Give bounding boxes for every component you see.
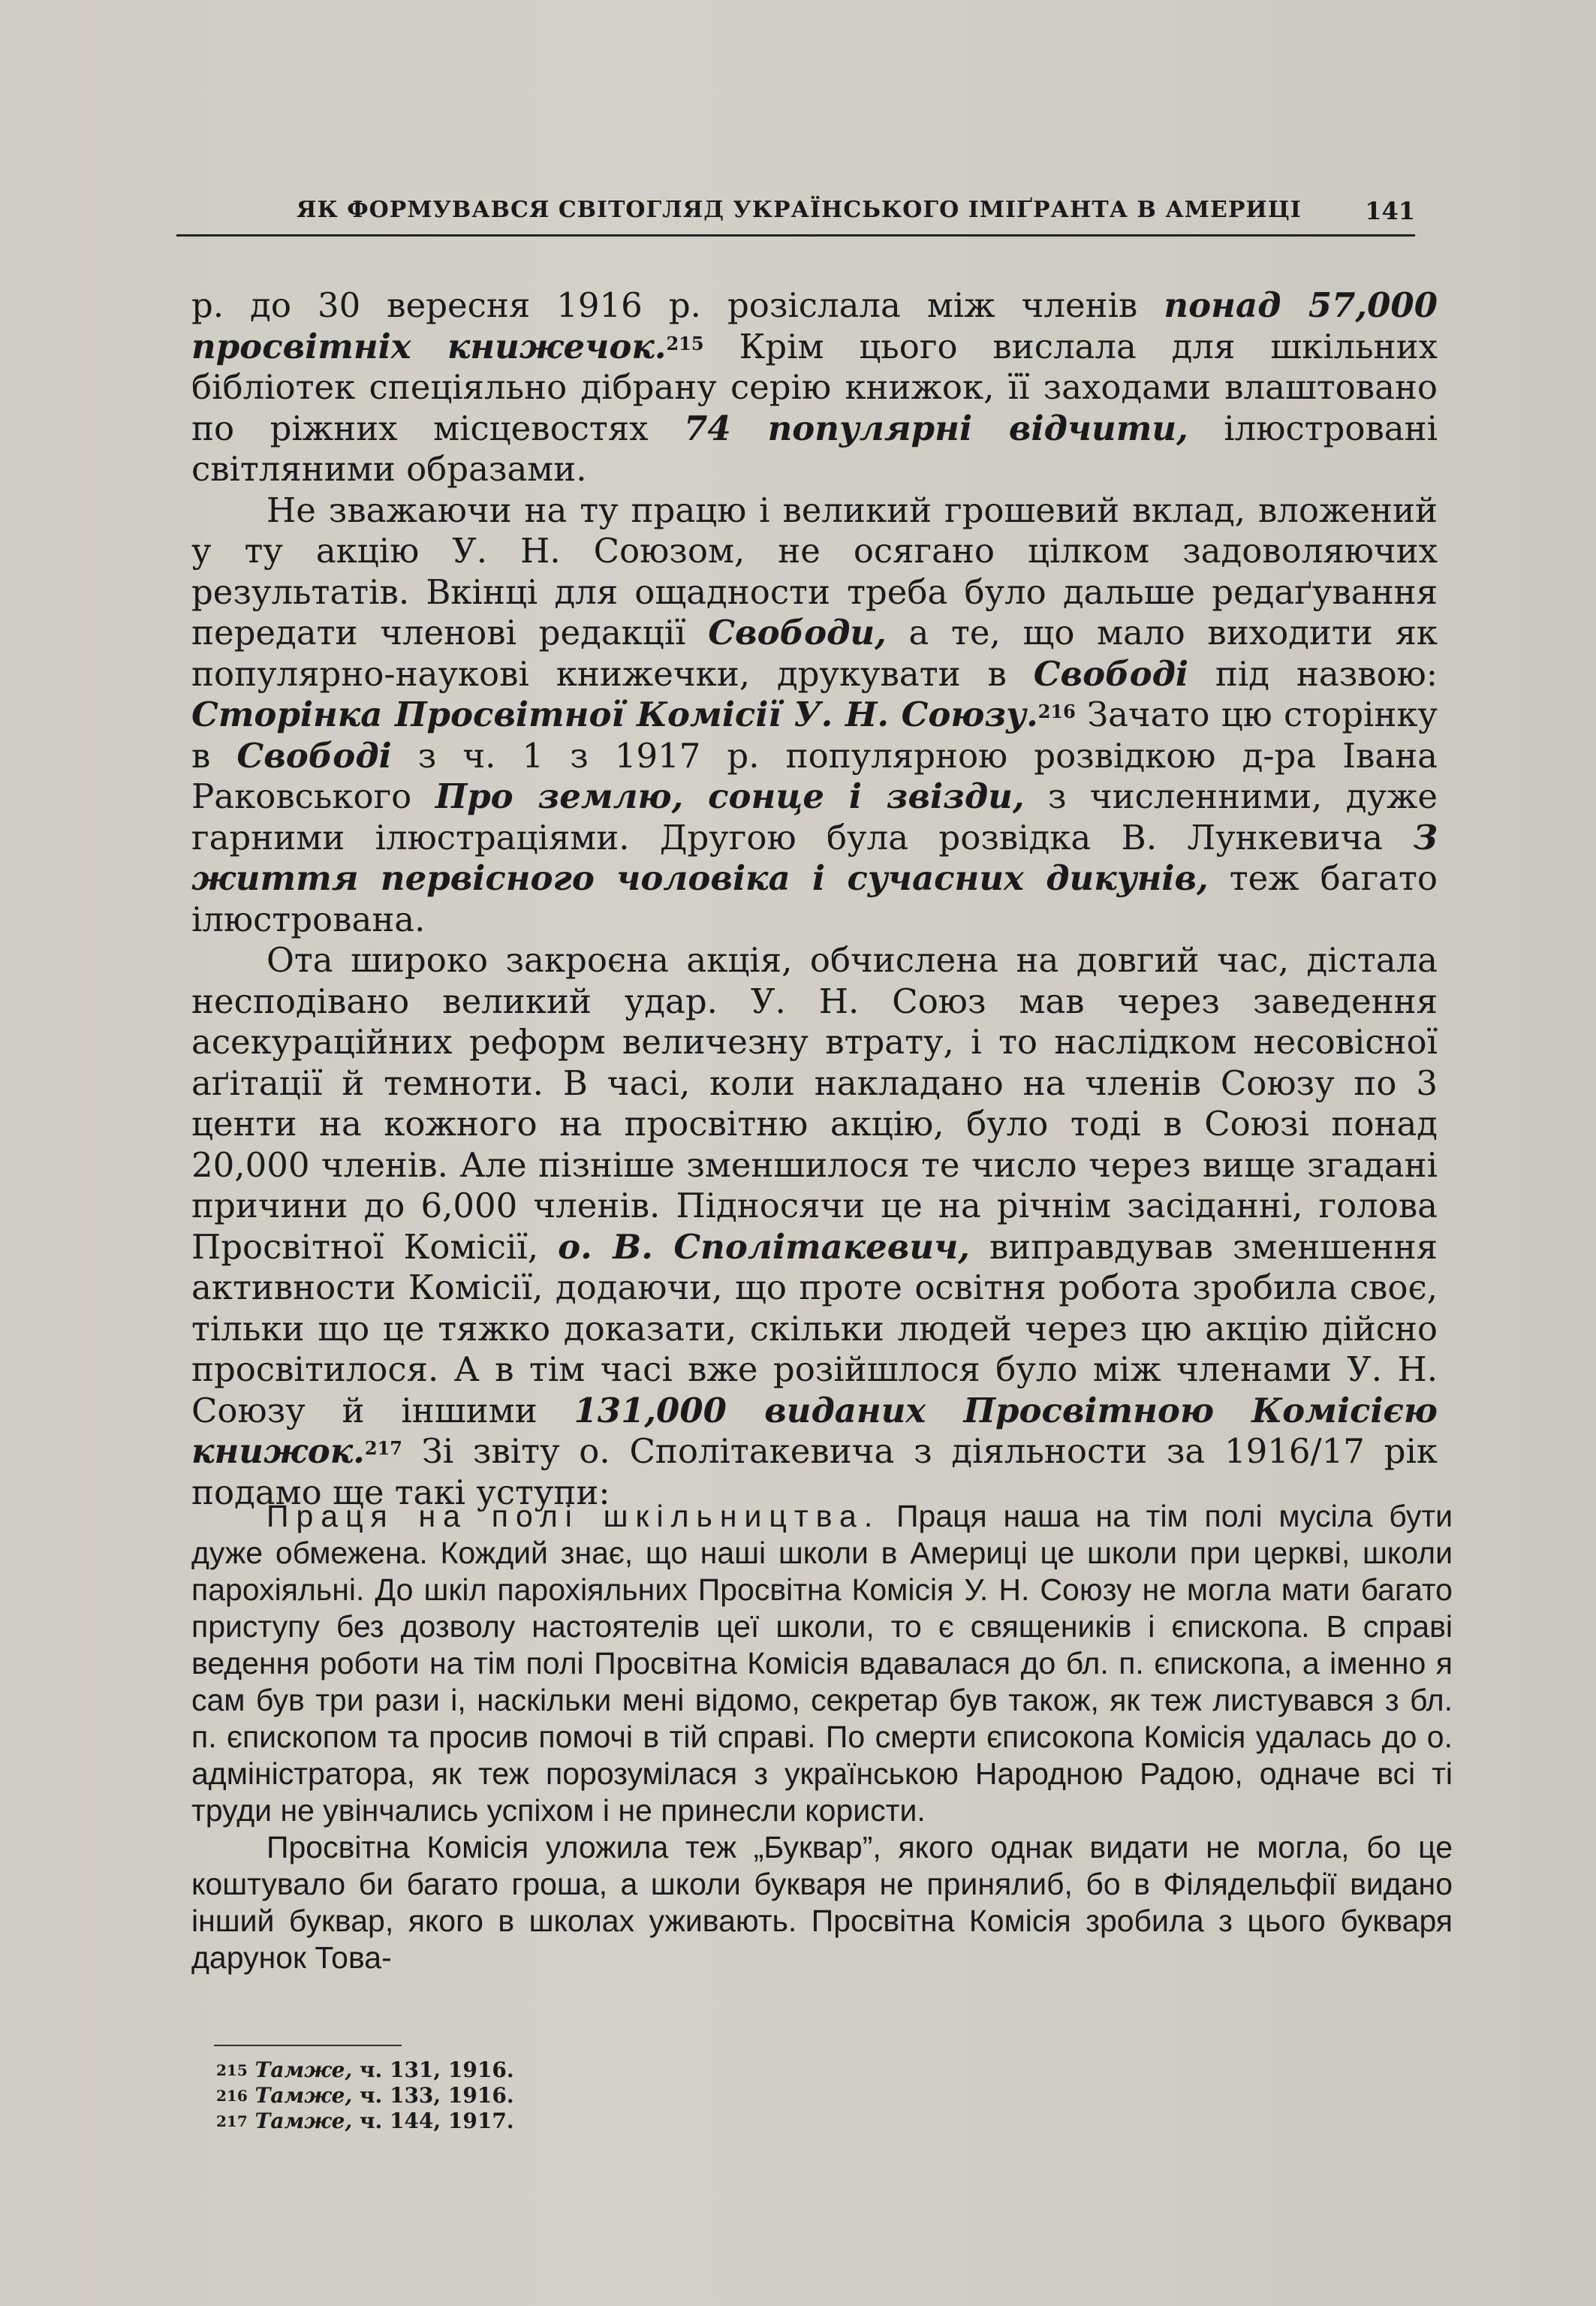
footnotes: [216, 2057, 514, 2134]
footnote-ref: 217: [364, 1437, 402, 1459]
footnote-216: $^{216}$ Тамже, ч. 133, 1916.: [216, 2083, 514, 2108]
quote-paragraph-1: Праця на полі шкільництва. Праця наша на тім полі мусіла бути дуже обмежена. Кождий знає, що наші школи в Америці це школи при церкві, школи парохіяльні. До шкіл парохіяльних Просвітна Комісія У. Н. Союзу не могла мати багато приступу без дозволу настоятелів цеї школи, то є священиків і єпископа. В справі ведення роботи на тім полі Просвітна Комісія вдавалася до бл. п. єпископа, а іменно я сам був три рази і, наскільки мені відомо, секретар був також, як теж листувався з бл. п. єпископом та просив помочі в тій справі. По смерти єписокопа Комісія удалась до о. адміністратора, як теж порозумілася з українською Народною Радою, одначе всі ті труди не увінчались успіхом і не принесли користи.: [191, 1499, 1453, 1828]
quoted-report: [191, 1498, 1453, 1976]
footnote-217: $^{217}$ Тамже, ч. 144, 1917.: [216, 2109, 514, 2133]
page-number: 141: [1365, 197, 1415, 225]
quote-paragraph-2: Просвітна Комісія уложила теж „Буквар”, якого однак видати не могла, бо це коштувало би багато гроша, а школи букваря не принялиб, бо в Філядельфії видано інший буквар, якого в школах уживають. Просвітна Комісія зробила з цього букваря дарунок Това-: [191, 1830, 1453, 1975]
page-header: [176, 197, 1415, 237]
footnote-ref: 216: [1037, 701, 1076, 722]
paragraph-1: р. до 30 вересня 1916 р. розіслала між членів понад 57,000 просвітніх книжечок.$^{215}$ Крім цього вислала для шкільних бібліотек спеціяльно дібрану серію книжок, її заходами влаштовано по ріжних місцевостях 74 популярні відчити, ілюстровані світляними образами.: [191, 285, 1438, 489]
section-heading: Праця на полі шкільництва.: [267, 1499, 881, 1533]
main-text: [191, 285, 1438, 1513]
paragraph-2: Не зважаючи на ту працю і великий грошевий вклад, вложений у ту акцію У. Н. Союзом, не осягано цілком задоволяючих результатів. Вкінці для ощадности треба було дальше редаґування передати членові редакції Свободи, а те, що мало виходити як популярно-наукові книжечки, друкувати в Свободі під назвою: Сторінка Просвітної Комісії У. Н. Союзу.$^{216}$ Зачато цю сторінку в Свободі з ч. 1 з 1917 р. популярною розвідкою д-ра Івана Раковського Про землю, сонце і звізди, з численними, дуже гарними ілюстраціями. Другою була розвідка В. Лункевича З життя первісного чоловіка і сучасних дикунів, теж багато ілюстрована.: [191, 490, 1438, 939]
footnote-215: $^{215}$ Тамже, ч. 131, 1916.: [216, 2057, 514, 2082]
paragraph-3: Ота широко закроєна акція, обчислена на довгий час, дістала несподівано великий удар. У. Н. Союз мав через заведення асекураційних реформ величезну втрату, і то наслідком несовісної аґітації й темноти. В часі, коли накладано на членів Союзу по 3 центи на кожного на просвітню акцію, було тоді в Союзі понад 20,000 членів. Але пізніше зменшилося те число через вище згадані причини до 6,000 членів. Підносячи це на річнім засіданні, голова Просвітної Комісії, о. В. Сполітакевич, виправдував зменшення активности Комісії, додаючи, що проте освітня робота зробила своє, тільки що це тяжко доказати, скільки людей через цю акцію дійсно просвітилося. А в тім часі вже розійшлося було між членами У. Н. Союзу й іншими 131,000 виданих Просвітною Комісією книжок.$^{217}$ Зі звіту о. Сполітакевича з діяльности за 1916/17 рік подамо ще такі уступи:: [191, 940, 1438, 1512]
footnote-divider: [214, 2045, 402, 2046]
running-title: ЯК ФОРМУВАВСЯ СВІТОГЛЯД УКРАЇНСЬКОГО ІМІҐРАНТА В АМЕРИЦІ: [297, 197, 1302, 223]
footnote-ref: 215: [666, 332, 704, 354]
